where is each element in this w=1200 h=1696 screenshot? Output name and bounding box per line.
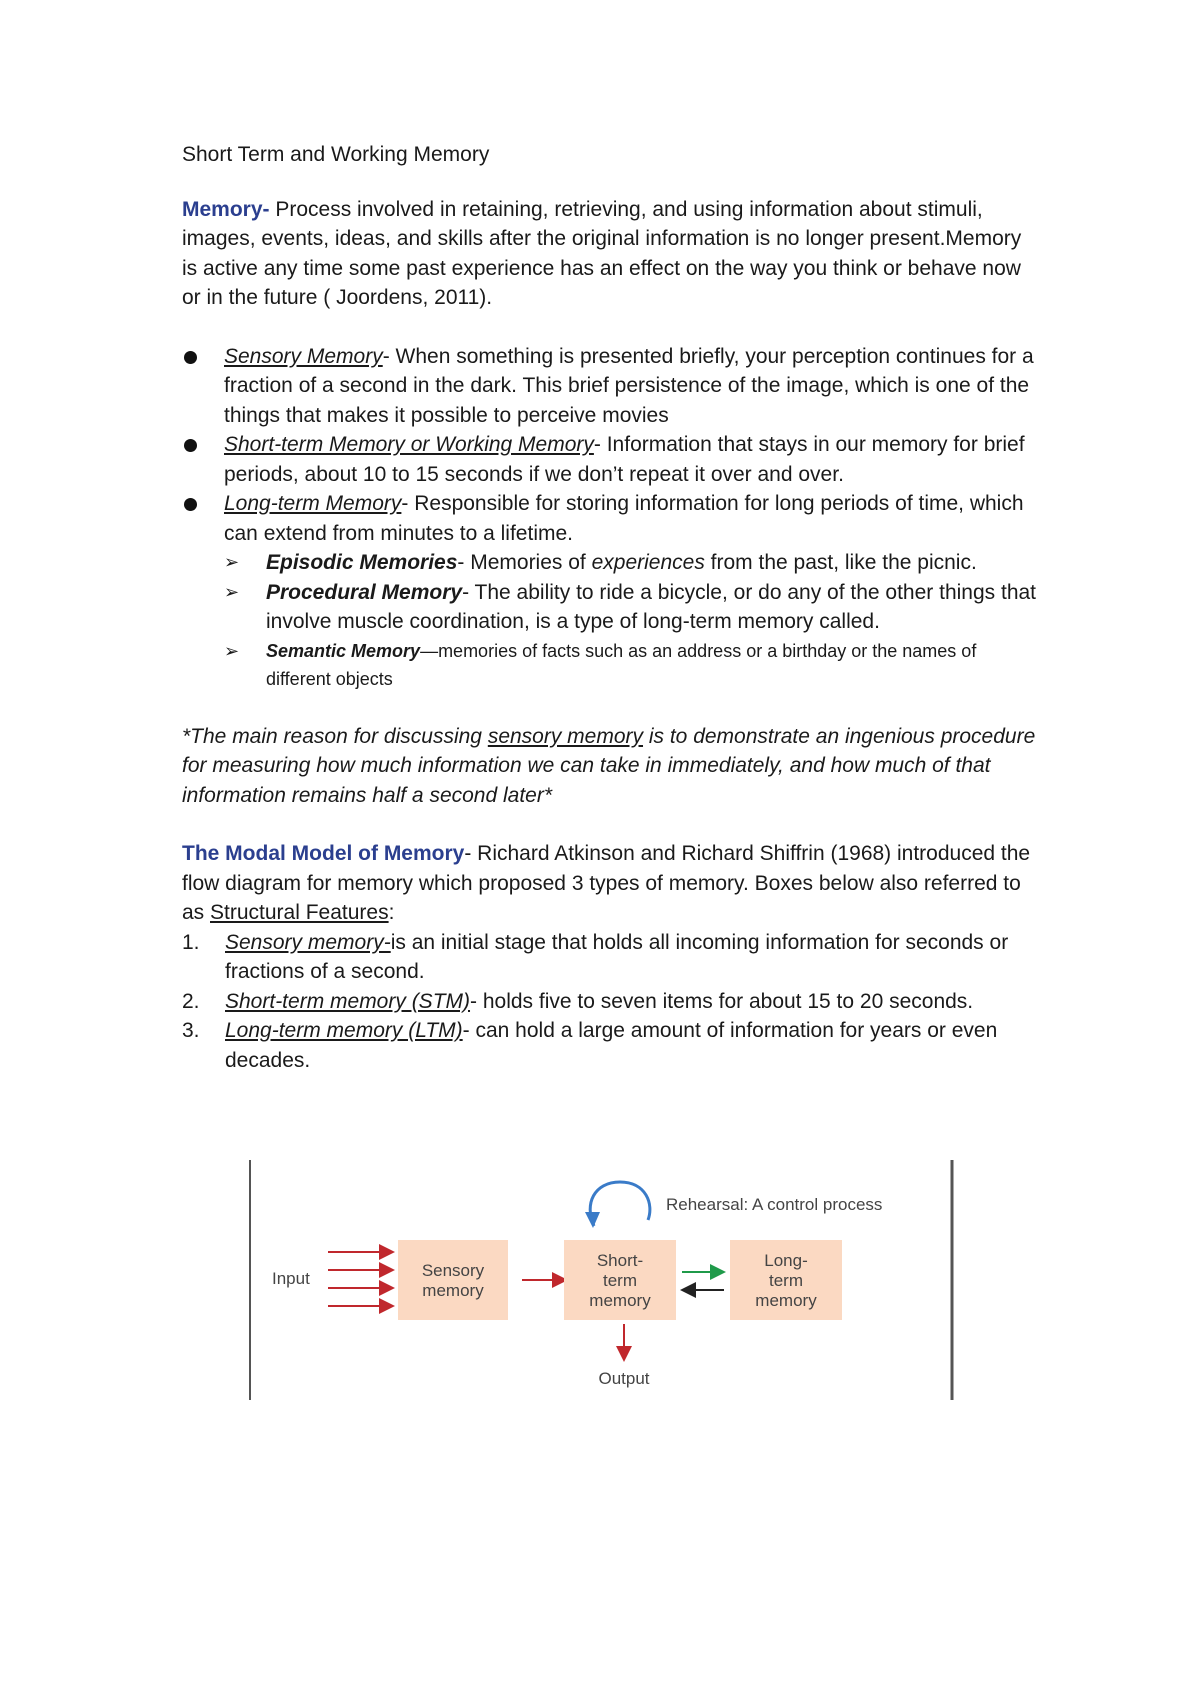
numbered-text: - can hold a large amount of information for years or even decades. [225, 1019, 998, 1072]
sub-emphasis: experiences [591, 551, 705, 574]
numbered-text: is an initial stage that holds all incoming information for seconds or fractions of a second. [225, 930, 1009, 983]
output-label: Output [598, 1369, 650, 1388]
note-text: is to demonstrate an ingenious procedure for measuring how much information we can take in immediately, and how much of that information remains half a second later* [182, 724, 1036, 807]
list-item [224, 637, 1042, 693]
bullet-term: Sensory Memory [224, 344, 383, 368]
sub-text: from the past, like the picnic. [704, 551, 977, 574]
list-item [182, 489, 1042, 693]
page-title: Short Term and Working Memory [182, 143, 490, 166]
stm-box-line: Short- [596, 1251, 644, 1270]
sub-term: Procedural Memory [266, 580, 463, 604]
structural-features-text: Structural Features [210, 901, 389, 924]
numbered-term: Long-term memory (LTM) [225, 1019, 463, 1042]
note-underlined: sensory memory [487, 724, 644, 748]
memory-term: Memory- [182, 197, 270, 221]
list-item [182, 342, 1042, 431]
stm-box-line: term [603, 1271, 637, 1290]
arrow-marker-icon: ➢ [224, 581, 240, 602]
memory-types-list [182, 342, 1042, 693]
numbered-text: - holds five to seven items for about 15 to 20 seconds. [470, 989, 974, 1013]
rehearsal-loop-arrow [590, 1182, 650, 1226]
ltm-box-line: term [769, 1271, 803, 1290]
memory-definition-text: Process involved in retaining, retrieving, and using information about stimuli, images, events, ideas, and skills after the original information is no longer present.Memory is active any time some past experience has an effect on the way you think or behave now or in the future ( Joordens, 2011). [182, 197, 1022, 309]
modal-model-term: The Modal Model of Memory [182, 842, 465, 865]
list-number: 2. [182, 989, 200, 1013]
list-number: 1. [182, 930, 200, 954]
list-item [182, 928, 1042, 987]
list-item [224, 578, 1042, 637]
input-arrows [328, 1252, 393, 1306]
bullet-term: Short-term Memory or Working Memory [224, 433, 594, 456]
long-term-subtypes-list [224, 548, 1042, 693]
sub-text: - The ability to ride a bicycle, or do any of the other things that involve muscle coordination, is a type of long-term memory called. [266, 580, 1037, 633]
sub-text: —memories of facts such as an address or a birthday or the names of different objects [266, 640, 977, 689]
ltm-box-line: Long- [764, 1251, 808, 1270]
list-item [182, 987, 1042, 1017]
modal-model-paragraph [182, 839, 1042, 928]
list-item [224, 548, 1042, 578]
arrow-marker-icon: ➢ [224, 552, 240, 572]
bullet-text: - When something is presented briefly, your perception continues for a fraction of a second in the dark. This brief persistence of the image, which is one of the things that makes it possible to perceive movies [224, 344, 1034, 427]
list-number: 3. [182, 1019, 200, 1042]
list-item [182, 430, 1042, 489]
structural-features-list [182, 928, 1042, 1076]
sensory-note [182, 722, 1042, 811]
bullet-term: Long-term Memory [224, 492, 402, 515]
input-label: Input [272, 1269, 310, 1288]
sub-text: - Memories of [457, 551, 592, 574]
list-item [182, 1016, 1042, 1075]
stm-box-line: memory [589, 1291, 651, 1310]
numbered-term: Short-term memory (STM) [225, 989, 471, 1013]
note-text: *The main reason for discussing [182, 724, 488, 748]
modal-text: : [388, 901, 395, 924]
memory-definition [182, 195, 1042, 313]
sensory-box-line: memory [422, 1281, 484, 1300]
rehearsal-arrowhead [585, 1212, 600, 1228]
document-page [182, 140, 1042, 1075]
bullet-text: - Responsible for storing information for long periods of time, which can extend from minutes to a lifetime. [224, 492, 1024, 545]
ltm-box-line: memory [755, 1291, 817, 1310]
arrow-marker-icon: ➢ [224, 640, 240, 661]
sensory-memory-box [398, 1240, 508, 1320]
sub-term: Semantic Memory [266, 640, 421, 661]
bullet-text: - Information that stays in our memory for brief periods, about 10 to 15 seconds if we don’t repeat it over and over. [224, 433, 1025, 486]
modal-model-diagram [248, 1160, 968, 1400]
numbered-term: Sensory memory- [225, 930, 391, 954]
sensory-box-line: Sensory [421, 1261, 485, 1280]
modal-text: - Richard Atkinson and Richard Shiffrin (1968) introduced the flow diagram for memory which proposed 3 types of memory. Boxes below also referred to as [182, 842, 1031, 924]
sub-term: Episodic Memories [266, 551, 458, 574]
rehearsal-label: Rehearsal: A control process [666, 1195, 883, 1214]
